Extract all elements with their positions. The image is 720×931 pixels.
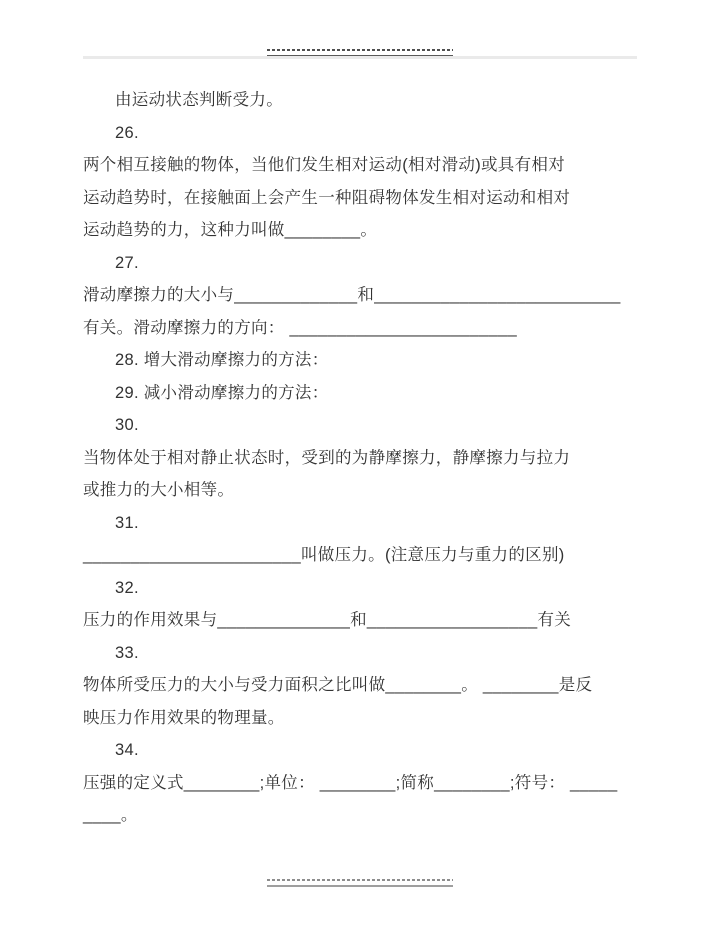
footer-separator <box>267 879 453 887</box>
question-line: 压力的作用效果与______________和__________________有关 <box>83 611 572 629</box>
question-line: 34. <box>115 741 139 759</box>
question-line: 滑动摩擦力的大小与_____________和__________________________ <box>83 286 621 304</box>
question-line: ____。 <box>83 806 138 824</box>
question-line: 当物体处于相对静止状态时，受到的为静摩擦力，静摩擦力与拉力 <box>83 448 571 467</box>
question-line: 27. <box>115 253 139 272</box>
question-line: 29. 减小滑动摩擦力的方法： <box>115 383 329 402</box>
question-line: 28. 增大滑动摩擦力的方法： <box>115 351 329 369</box>
question-line: 映压力作用效果的物理量。 <box>83 708 285 727</box>
header-dashed-line <box>267 49 453 51</box>
question-line: 运动趋势的力，这种力叫做________。 <box>83 221 378 239</box>
document-body <box>83 84 643 832</box>
question-line: 由运动状态判断受力。 <box>115 91 283 109</box>
question-line: 运动趋势时，在接触面上会产生一种阻碍物体发生相对运动和相对 <box>83 188 571 207</box>
question-line: 32. <box>115 578 139 597</box>
footer-solid-line <box>267 885 453 887</box>
question-line: 或推力的大小相等。 <box>83 481 235 499</box>
question-line: 物体所受压力的大小与受力面积之比叫做________。 ________是反 <box>83 676 593 694</box>
question-line: 33. <box>115 643 139 662</box>
question-line: 26. <box>115 123 139 142</box>
question-line: 两个相互接触的物体，当他们发生相对运动(相对滑动)或具有相对 <box>83 156 565 174</box>
footer-dashed-line <box>267 879 453 881</box>
question-line: _______________________叫做压力。(注意压力与重力的区别) <box>83 546 565 564</box>
question-line: 30. <box>115 416 139 434</box>
question-line: 有关。滑动摩擦力的方向： ________________________ <box>83 318 517 337</box>
page-top-rule <box>83 56 637 59</box>
question-line: 压强的定义式________;单位： ________;简称________;符号： _____ <box>83 773 618 792</box>
question-line: 31. <box>115 513 139 532</box>
